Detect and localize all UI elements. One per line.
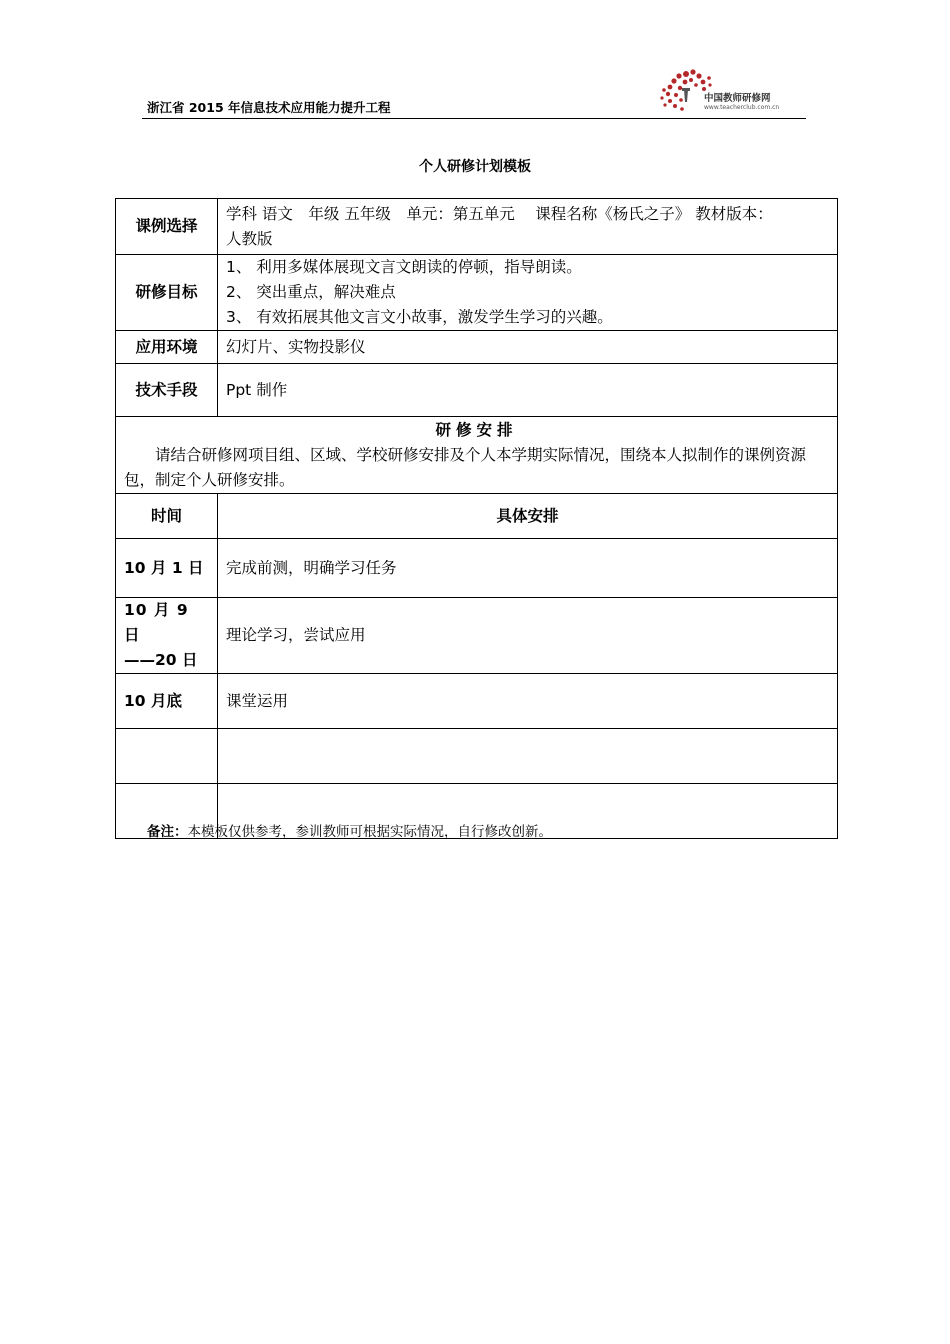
logo-url: www.teacherclub.com.cn [704, 104, 780, 111]
row-label: 课例选择 [116, 199, 218, 255]
arrangement-cell [116, 417, 838, 494]
schedule-plan [218, 729, 838, 784]
col-header-plan: 具体安排 [218, 494, 838, 539]
content-line: 学科 语文 年级 五年级 单元：第五单元 课程名称《杨氏之子》 教材版本： [226, 204, 773, 223]
schedule-time [116, 729, 218, 784]
schedule-plan: 理论学习，尝试应用 [218, 598, 838, 674]
schedule-time [116, 598, 218, 674]
footnote [147, 820, 552, 840]
arrangement-title: 研修安排 [435, 420, 518, 439]
content-line: 幻灯片、实物投影仪 [226, 337, 366, 356]
content-line: 3、 有效拓展其他文言文小故事，激发学生学习的兴趣。 [226, 308, 613, 326]
info-row-technology [116, 364, 838, 417]
schedule-plan: 完成前测，明确学习任务 [218, 539, 838, 598]
col-header-time: 时间 [116, 494, 218, 539]
content-line: 1、 利用多媒体展现文言文朗读的停顿，指导朗读。 [226, 258, 582, 276]
row-label: 应用环境 [116, 331, 218, 364]
schedule-header-row [116, 494, 838, 539]
project-title: 浙江省 2015 年信息技术应用能力提升工程 [147, 100, 391, 115]
document-title: 个人研修计划模板 [419, 159, 531, 175]
time-line: 10 月底 [124, 691, 182, 710]
schedule-row [116, 674, 838, 729]
schedule-row-empty [116, 729, 838, 784]
content-line: Ppt 制作 [226, 380, 288, 399]
info-row-course [116, 199, 838, 255]
time-line: 10 月 1 日 [124, 558, 204, 577]
schedule-time [116, 539, 218, 598]
schedule-plan: 课堂运用 [218, 674, 838, 729]
row-content [218, 255, 838, 331]
header-rule [142, 118, 806, 119]
schedule-time [116, 674, 218, 729]
row-content [218, 364, 838, 417]
content-line: 人教版 [226, 229, 273, 248]
schedule-row [116, 539, 838, 598]
arrangement-description: 请结合研修网项目组、区域、学校研修安排及个人本学期实际情况，围绕本人拟制作的课例资源包，制定个人研修安排。 [124, 445, 807, 489]
footnote-text: 本模板仅供参考，参训教师可根据实际情况，自行修改创新。 [187, 824, 552, 840]
schedule-row [116, 598, 838, 674]
row-label: 研修目标 [116, 255, 218, 331]
time-line: ——20 日 [124, 651, 198, 669]
info-row-environment [116, 331, 838, 364]
time-line: 10 月 9 日 [124, 601, 189, 644]
content-line: 2、 突出重点，解决难点 [226, 283, 396, 301]
row-content [218, 331, 838, 364]
footnote-label: 备注： [147, 824, 188, 840]
row-label: 技术手段 [116, 364, 218, 417]
row-content [218, 199, 838, 255]
plan-table [115, 198, 838, 839]
logo-name: 中国教师研修网 [704, 93, 771, 104]
arrangement-section [116, 417, 838, 494]
info-row-goals [116, 255, 838, 331]
